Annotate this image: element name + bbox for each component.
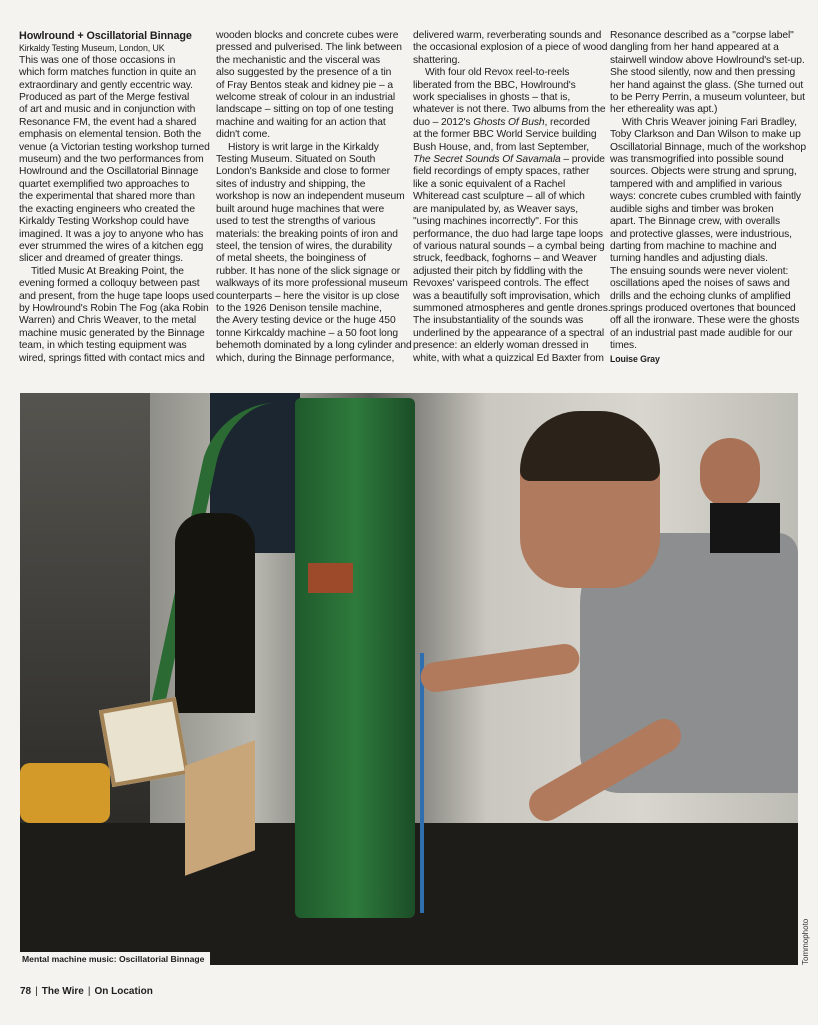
article-text-line: drills and the echoing clunks of amplified [610, 290, 791, 302]
magazine-name: The Wire [41, 986, 84, 997]
section-name: On Location [94, 986, 153, 997]
article-title: Howlround + Oscillatorial Binnage [19, 30, 192, 42]
text-segment: – provide [560, 154, 605, 166]
album-title: The Secret Sounds Of Savamala [413, 154, 561, 166]
article-text-line: History is writ large in the Kirkaldy [228, 141, 379, 153]
article-text-line: slicer and dreamed of greater things. [19, 253, 184, 265]
article-text-line: tonne Kirkcaldy machine – a 50 foot long [216, 327, 399, 339]
article-text-line: pressed and pulverised. The link between [216, 42, 402, 54]
article-column-4 [610, 30, 807, 365]
article-text-line: built around huge machines that were [216, 203, 385, 215]
article-text-line: steel, the tension of wires, the durability [216, 240, 392, 252]
text-segment: , recorded [544, 116, 590, 128]
article-text-line: Oscillatorial Binnage, much of the workshop [610, 141, 807, 153]
article-text-line: her ethereality was apt.) [610, 104, 718, 116]
author-byline: Louise Gray [610, 353, 660, 364]
article-text-line: quartet exemplified two approaches to [19, 178, 190, 190]
article-text-line [413, 154, 605, 166]
article-venue: Kirkaldy Testing Museum, London, UK [19, 43, 165, 54]
article-text-line: behemoth dominated by a long cylinder and [216, 340, 412, 352]
article-text-line: the Avery testing device or the huge 450 [216, 315, 396, 327]
article-text-line: are manipulated by, as Weaver says, [413, 203, 578, 215]
article-text-line: Kirkaldy Testing Workshop could have [19, 216, 190, 228]
article-text-line: machine and waiting for an action that [216, 116, 386, 128]
article-text-line: welcome streak of colour in an industrial [216, 92, 396, 104]
article-text-line: the occasional explosion of a piece of wood [413, 42, 608, 54]
article-text-line: of art and music and in conjunction with [19, 104, 196, 116]
article-text-line: With Chris Weaver joining Fari Bradley, [622, 116, 797, 128]
article-text-line: She stood silently, now and then pressing [610, 67, 796, 79]
article-text-line: Resonance described as a "corpse label" [610, 30, 794, 41]
article-text-line: presence: an elderly woman dressed in [413, 340, 589, 352]
article-text-line: the exacting engineers who created the [19, 203, 195, 215]
article-text-line: wired, springs fitted with contact mics and [19, 352, 205, 364]
article-text-line: Resonance FM, the event had a shared [19, 116, 197, 128]
article-text-line: extraordinary and gently eccentric way. [19, 79, 193, 91]
article-text-line: emphasis on elemental tension. Both the [19, 129, 202, 141]
article-text-line: at the former BBC World Service building [413, 129, 597, 141]
article-text-line: stairwell window above Howlround's set-up. [610, 54, 805, 66]
article-text-line: Produced as part of the Merge festival [19, 92, 190, 104]
article-text-line: and protective glasses, were industrious, [610, 228, 792, 240]
article-text-line: adjusted their pitch by fiddling with the [413, 265, 583, 277]
article-text-line: "using machines incorrectly". For this [413, 216, 578, 228]
article-text-line: field recordings of empty spaces, rather [413, 166, 590, 178]
article-text-line: With four old Revox reel-to-reels [425, 67, 570, 79]
page-number: 78 [20, 986, 32, 997]
article-text-line: Whiteread cast sculpture – all of which [413, 191, 585, 203]
article-text-line: the experimental that shared more than [19, 191, 195, 203]
footer-separator: | [35, 986, 38, 997]
article-text-line: white, with what a quizzical Ed Baxter from [413, 352, 604, 364]
article-text-line: sites of industry and shipping, the [216, 178, 366, 190]
article-text-line: of various natural sounds – a cymbal being [413, 240, 605, 252]
article-text-line: Bush House, and, from last September, [413, 141, 590, 153]
article-column-3 [413, 30, 611, 365]
article-text-line: and present, from the huge tape loops used [19, 290, 215, 302]
article-text-line: wooden blocks and concrete cubes were [216, 30, 399, 41]
article-text-line: oscillations aped the noises of saws and [610, 278, 790, 290]
article-text-line: sources. Objects were strung and sprung, [610, 166, 797, 178]
article-text-line: of an industrial past made audible for our [610, 327, 793, 339]
performance-photo [20, 393, 798, 965]
article-text-line: audible sighs and timber was broken [610, 203, 774, 215]
photo-caption: Mental machine music: Oscillatorial Binnage [20, 952, 210, 967]
text-segment: duo – 2012's [413, 116, 474, 128]
article-text-line: counterparts – here the visitor is up close [216, 290, 400, 302]
article-text-line: materials: the breaking points of iron and [216, 228, 398, 240]
article-text-line: times. [610, 340, 637, 352]
article-text-line: her hand against the glass. (She turned out [610, 79, 804, 91]
article-text-line: evening formed a colloquy between past [19, 278, 200, 290]
article-text-line: apart. The Binnage crew, with overalls [610, 216, 781, 228]
article-text-line: like a sonic equivalent of a Rachel [413, 178, 566, 190]
article-text-line: The ensuing sounds were never violent: [610, 265, 789, 277]
article-text-line: museum) and the two performances from [19, 154, 204, 166]
article-text-line: turning handles and adjusting dials. [610, 253, 768, 265]
article-text-line: the mechanistic and the visceral was [216, 54, 381, 66]
article-text-line: to be Perry Perrin, a museum volunteer, but [610, 92, 805, 104]
article-text-line: was transmogrified into possible sound [610, 154, 784, 166]
article-text-line [413, 117, 605, 129]
article-text-line: delivered warm, reverberating sounds and [413, 30, 602, 41]
article-text-line: Toby Clarkson and Dan Wilson to make up [610, 129, 801, 141]
article-text-line: off all the ironware. These were the ghosts [610, 315, 800, 327]
article-text-line: darting from machine to machine and [610, 240, 777, 252]
article-text-line: imagined. It was a joy to anyone who has [19, 228, 204, 240]
article-text-line: tampered with and amplified in various [610, 178, 782, 190]
article-text-line: underlined by the appearance of a spectral [413, 327, 605, 339]
article-text-line: landscape – sitting on top of one testing [216, 104, 394, 116]
footer-separator: | [87, 986, 91, 997]
article-text-line: shattering. [413, 54, 460, 66]
article-text-line: machine music generated by the Binnage [19, 327, 205, 339]
article-text-line: Howlround and the Oscillatorial Binnage [19, 166, 199, 178]
article-text-line: Revoxes' varispeed controls. The effect [413, 278, 589, 290]
article-text-line: ways: concrete cubes crumbled with faintly [610, 191, 801, 203]
article-text-line: ever strummed the wires of a kitchen egg [19, 240, 204, 252]
article-text-line: springs produced overtones that bounced [610, 302, 796, 314]
article-text-line: which, during the Binnage performance, [216, 352, 395, 364]
article-text-line: struck, feedback, foghorns – and Weaver [413, 253, 597, 265]
article-text-line: Testing Museum. Situated on South [216, 154, 376, 166]
article-text-line: whatever is not there. Two albums from the [413, 104, 606, 116]
article-text-line: didn't come. [216, 129, 270, 141]
article-text-line: was a beautifully soft improvisation, which [413, 290, 600, 302]
article-text-line: rubber. It has none of the slick signage or [216, 265, 401, 277]
article-text-line: liberated from the BBC, Howlround's [413, 79, 576, 91]
article-text-line: The insubstantiality of the sounds was [413, 315, 584, 327]
article-text-line: Warren) and Chris Weaver, to the metal [19, 315, 197, 327]
article-text-line: London's Bankside and close to former [216, 166, 390, 178]
photo-credit: Tommophoto [801, 918, 810, 965]
article-text-line: walkways of its more professional museum [216, 278, 408, 290]
album-title: Ghosts Of Bush [473, 116, 545, 128]
article-text-line: This was one of those occasions in [19, 54, 176, 66]
article-text-line: venue (a Victorian testing workshop turned [19, 141, 210, 153]
article-text-line: which form matches function in quite an [19, 67, 196, 79]
article-text-line: by Howlround's Robin The Fog (aka Robin [19, 302, 209, 314]
article-text-line: to the 1926 Denison tensile machine, [216, 302, 382, 314]
article-text-line: work specialises in ghosts – that is, [413, 92, 571, 104]
article-text-line: used to test the strengths of various [216, 216, 376, 228]
article-text-line: team, in which testing equipment was [19, 340, 187, 352]
article-column-1 [19, 30, 215, 365]
article-text-line: of Fray Bentos steak and kidney pie – a [216, 79, 393, 91]
article-text-line: workshop is now an independent museum [216, 191, 405, 203]
article-column-2 [216, 30, 412, 365]
page-footer [20, 986, 153, 997]
article-text-line: of metal sheets, the boinginess of [216, 253, 367, 265]
article-text-line: performance, the duo had large tape loops [413, 228, 603, 240]
article-text-line: also suggested by the presence of a tin [216, 67, 392, 79]
article-text-line: dangling from her hand appeared at a [610, 42, 779, 54]
article-text-line: summoned atmospheres and gentle drones. [413, 302, 611, 314]
article-text-line: Titled Music At Breaking Point, the [31, 265, 184, 277]
